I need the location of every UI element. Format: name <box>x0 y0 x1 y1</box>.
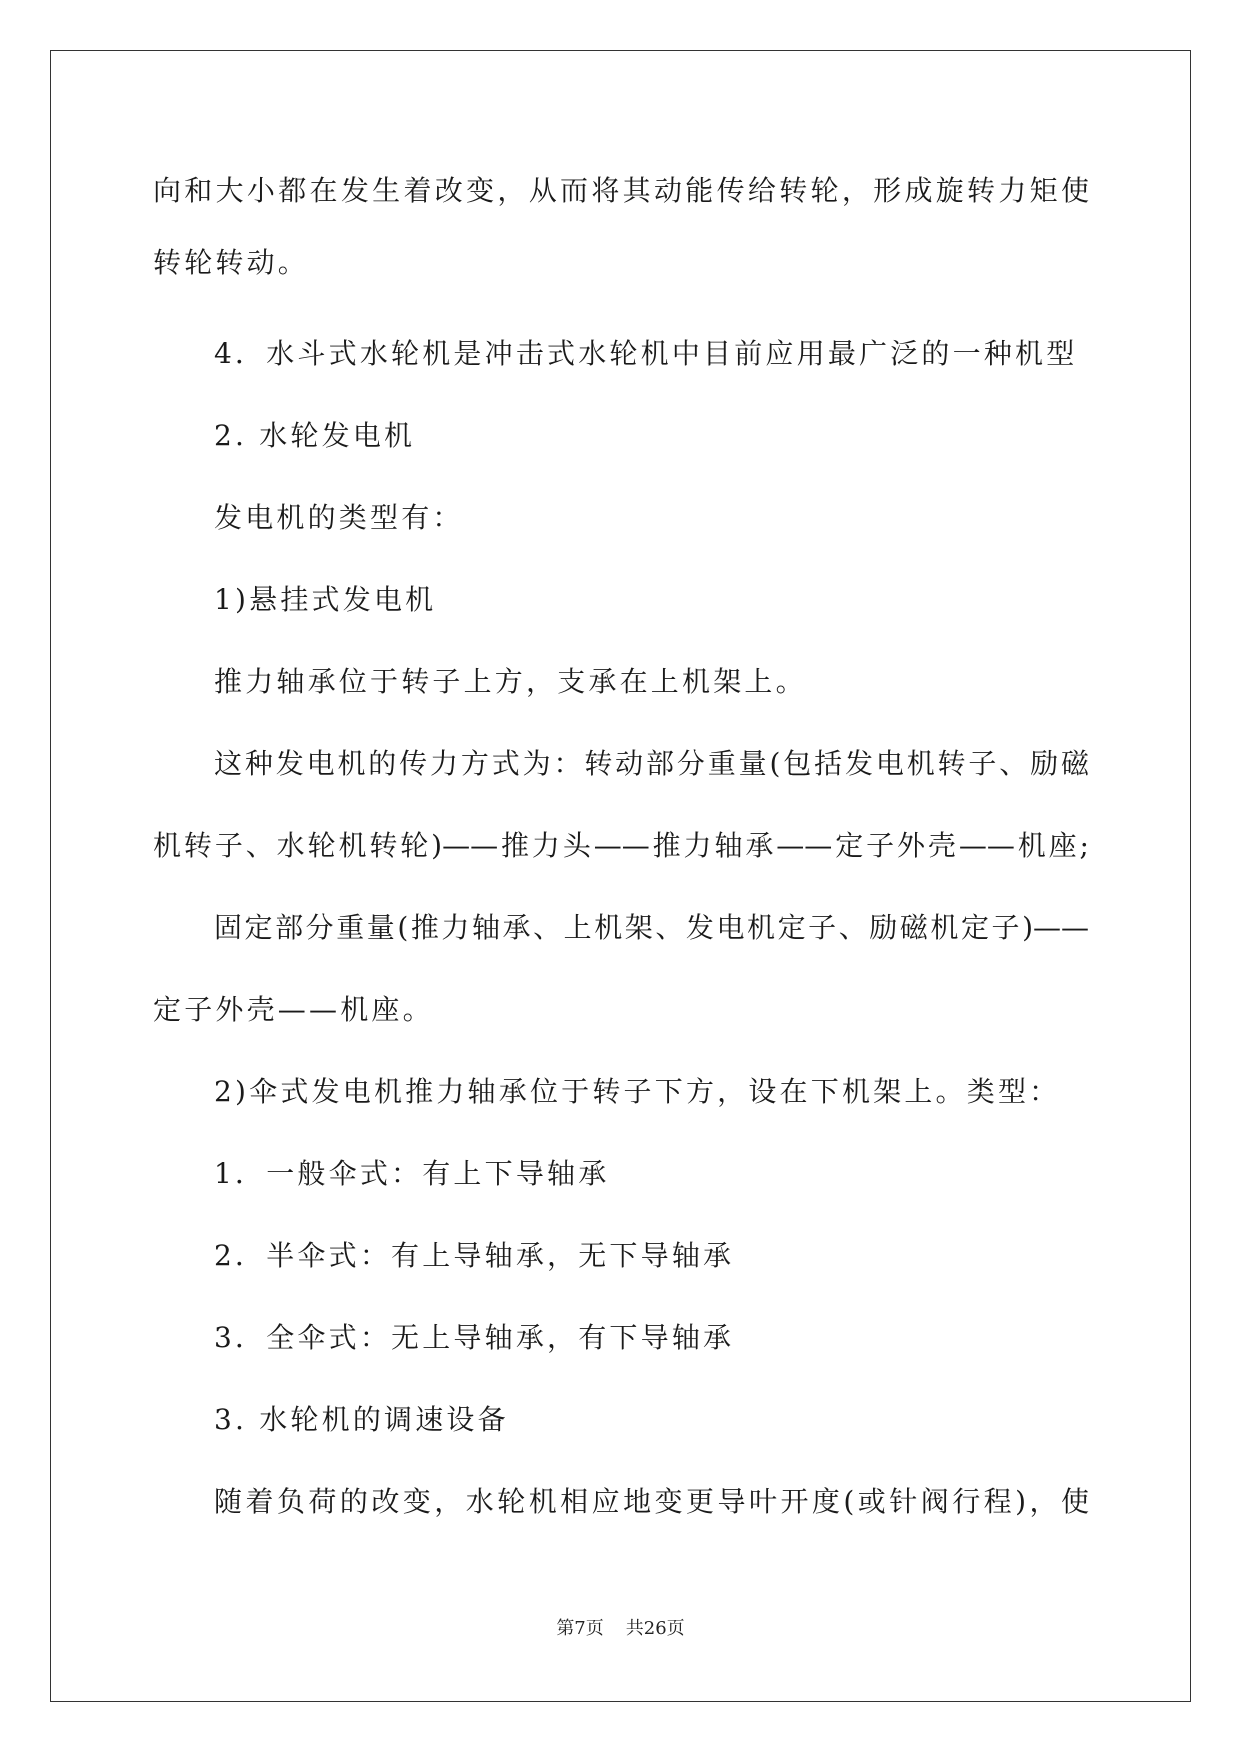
paragraph-line: 转轮转动。 <box>153 246 310 279</box>
paragraph-line: 4．水斗式水轮机是冲击式水轮机中目前应用最广泛的一种机型 <box>214 337 1078 370</box>
paragraph-line: 这种发电机的传力方式为：转动部分重量(包括发电机转子、励磁 <box>214 747 1089 780</box>
section-heading: 3. 水轮机的调速设备 <box>214 1403 509 1436</box>
section-heading: 2. 水轮发电机 <box>214 419 416 452</box>
subheading: 1)悬挂式发电机 <box>214 583 437 616</box>
list-item: 2．半伞式：有上导轴承，无下导轴承 <box>214 1239 735 1272</box>
paragraph-line: 机转子、水轮机转轮)——推力头——推力轴承——定子外壳——机座; <box>153 829 1089 862</box>
page-border <box>50 50 1191 1702</box>
list-item: 3．全伞式：无上导轴承，有下导轴承 <box>214 1321 735 1354</box>
paragraph-line: 定子外壳——机座。 <box>153 993 434 1026</box>
list-item: 1．一般伞式：有上下导轴承 <box>214 1157 610 1190</box>
subheading: 2)伞式发电机推力轴承位于转子下方，设在下机架上。类型： <box>214 1075 1061 1108</box>
page-number: 第7页 <box>556 1618 604 1639</box>
paragraph-line: 固定部分重量(推力轴承、上机架、发电机定子、励磁机定子)—— <box>214 911 1089 944</box>
paragraph-line: 向和大小都在发生着改变，从而将其动能传给转轮，形成旋转力矩使 <box>153 174 1089 207</box>
page-total: 共26页 <box>625 1618 685 1639</box>
page-footer <box>0 1617 1241 1641</box>
paragraph-line: 随着负荷的改变，水轮机相应地变更导叶开度(或针阀行程)，使 <box>214 1485 1089 1518</box>
paragraph-line: 推力轴承位于转子上方，支承在上机架上。 <box>214 665 807 698</box>
paragraph-line: 发电机的类型有： <box>214 501 464 534</box>
